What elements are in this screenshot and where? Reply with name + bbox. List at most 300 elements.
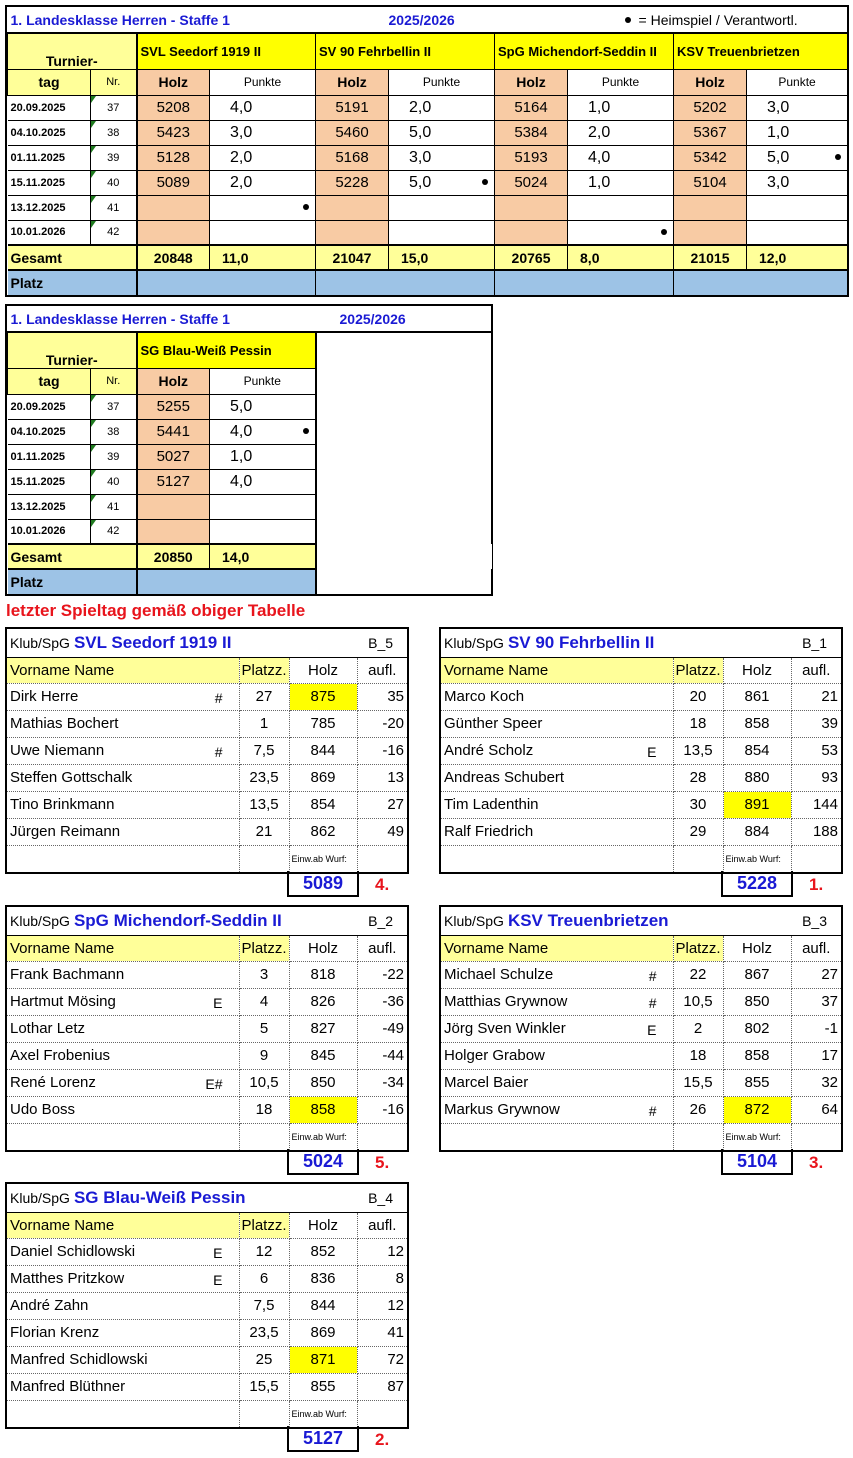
empty-cell <box>316 368 492 394</box>
holz-value <box>674 195 747 220</box>
player-name <box>441 988 673 1015</box>
col-aufl: aufl. <box>357 1212 407 1238</box>
round-nr: 38 <box>91 419 137 444</box>
punkte-value <box>210 220 316 245</box>
col-aufl: aufl. <box>357 657 407 683</box>
player-platzz: 15,5 <box>673 1069 723 1096</box>
holz-value: 5423 <box>137 120 210 145</box>
punkte-value: 2,0 <box>210 145 316 170</box>
col-vorname-name: Vorname Name <box>441 657 673 683</box>
player-name-text: Axel Frobenius <box>10 1047 111 1064</box>
holz-value <box>137 494 210 519</box>
player-name <box>7 818 239 845</box>
platz-value <box>137 569 316 594</box>
player-platzz: 2 <box>673 1015 723 1042</box>
player-holz: 875 <box>289 683 357 710</box>
einw-row <box>441 845 841 872</box>
player-name <box>441 1096 673 1123</box>
player-name-text: Jörg Sven Winkler <box>444 1020 566 1037</box>
player-row <box>441 961 841 988</box>
player-name-text: Matthias Grywnow <box>444 993 568 1010</box>
player-name <box>7 764 239 791</box>
platz-value <box>137 270 316 295</box>
total-punkte: 14,0 <box>210 544 316 569</box>
player-aufl: 37 <box>791 988 841 1015</box>
player-aufl: 188 <box>791 818 841 845</box>
col-holz: Holz <box>289 1212 357 1238</box>
player-row <box>7 1015 407 1042</box>
holz-value: 5441 <box>137 419 210 444</box>
player-name <box>7 1346 239 1373</box>
empty-cell <box>7 1400 239 1427</box>
player-aufl: -1 <box>791 1015 841 1042</box>
player-name <box>441 764 673 791</box>
home-game-bullet-icon <box>303 204 309 210</box>
holz-value: 5191 <box>316 95 389 120</box>
player-row <box>441 764 841 791</box>
player-row <box>441 737 841 764</box>
holz-value: 5208 <box>137 95 210 120</box>
player-name-text: Günther Speer <box>444 715 543 732</box>
player-name <box>441 961 673 988</box>
player-aufl: 49 <box>357 818 407 845</box>
player-platzz: 22 <box>673 961 723 988</box>
turnier-label: Turnier- <box>8 33 137 69</box>
player-aufl: 32 <box>791 1069 841 1096</box>
holz-value: 5202 <box>674 95 747 120</box>
empty-cell <box>239 845 289 872</box>
team-rank: 2. <box>375 1430 390 1449</box>
player-aufl: -36 <box>357 988 407 1015</box>
klub-label: Klub/SpG <box>10 912 70 929</box>
einw-row <box>7 845 407 872</box>
player-row <box>7 1042 407 1069</box>
player-holz: 862 <box>289 818 357 845</box>
holz-value: 5342 <box>674 145 747 170</box>
player-row <box>441 683 841 710</box>
player-holz: 818 <box>289 961 357 988</box>
player-aufl: 64 <box>791 1096 841 1123</box>
season-label: 2025/2026 <box>389 7 568 33</box>
club-name: SpG Michendorf-Seddin II <box>73 910 282 930</box>
punkte-value <box>210 519 316 544</box>
player-mark: E <box>213 1271 223 1288</box>
player-name-text: Marco Koch <box>444 688 525 705</box>
col-platzz: Platzz. <box>239 1212 289 1238</box>
standings-table-main <box>5 5 849 297</box>
holz-value <box>137 519 210 544</box>
nr-label: Nr. <box>91 69 137 95</box>
platz-row <box>8 270 848 295</box>
player-holz: 855 <box>723 1069 791 1096</box>
punkte-value: 1,0 <box>747 120 848 145</box>
holz-header: Holz <box>674 69 747 95</box>
punkte-value: 3,0 <box>747 170 848 195</box>
round-date: 10.01.2026 <box>8 220 91 245</box>
player-name-text: Tino Brinkmann <box>10 796 115 813</box>
player-name-text: Mathias Bochert <box>10 715 119 732</box>
klub-label: Klub/SpG <box>10 634 70 651</box>
player-name <box>7 961 239 988</box>
legend <box>568 7 848 33</box>
player-name <box>7 1096 239 1123</box>
legend-text: = Heimspiel / Verantwortl. <box>638 11 798 28</box>
player-name-text: Jürgen Reimann <box>10 823 121 840</box>
player-platzz: 21 <box>239 818 289 845</box>
team-rank: 5. <box>375 1153 390 1172</box>
player-row <box>441 1042 841 1069</box>
total-punkte: 11,0 <box>210 245 316 270</box>
holz-value <box>316 195 389 220</box>
player-row <box>441 1015 841 1042</box>
col-holz: Holz <box>289 935 357 961</box>
empty-cell <box>316 494 492 519</box>
round-row <box>8 95 848 120</box>
col-platzz: Platzz. <box>239 657 289 683</box>
player-card <box>5 905 409 1152</box>
team-name: SpG Michendorf-Seddin II <box>495 33 674 69</box>
team-rank: 1. <box>809 875 824 894</box>
round-row <box>8 469 492 494</box>
player-platzz: 13,5 <box>673 737 723 764</box>
player-name <box>7 683 239 710</box>
home-game-bullet-icon <box>303 428 309 434</box>
col-vorname-name: Vorname Name <box>7 935 239 961</box>
player-row <box>7 764 407 791</box>
team-total: 5104 <box>721 1149 793 1175</box>
player-row <box>441 791 841 818</box>
club-header <box>441 907 791 935</box>
player-row <box>7 710 407 737</box>
player-platzz: 12 <box>239 1238 289 1265</box>
round-nr: 39 <box>91 145 137 170</box>
club-code: B_3 <box>791 907 841 935</box>
round-row <box>8 145 848 170</box>
player-name <box>7 1373 239 1400</box>
holz-value: 5089 <box>137 170 210 195</box>
empty-cell <box>239 1123 289 1150</box>
holz-header: Holz <box>495 69 568 95</box>
player-name-text: Matthes Pritzkow <box>10 1270 125 1287</box>
player-platzz: 4 <box>239 988 289 1015</box>
round-date: 20.09.2025 <box>8 394 91 419</box>
holz-value <box>674 220 747 245</box>
player-name <box>441 737 673 764</box>
empty-cell <box>316 332 492 368</box>
team-name: SG Blau-Weiß Pessin <box>137 332 316 368</box>
punkte-value: 2,0 <box>210 170 316 195</box>
holz-value: 5024 <box>495 170 568 195</box>
punkte-header: Punkte <box>389 69 495 95</box>
player-row <box>441 818 841 845</box>
empty-cell <box>7 1123 239 1150</box>
player-name <box>7 988 239 1015</box>
round-row <box>8 120 848 145</box>
nr-label: Nr. <box>91 368 137 394</box>
player-row <box>7 1292 407 1319</box>
player-platzz: 5 <box>239 1015 289 1042</box>
punkte-value <box>210 494 316 519</box>
holz-header: Holz <box>137 368 210 394</box>
player-aufl: 53 <box>791 737 841 764</box>
player-name-text: Manfred Blüthner <box>10 1378 126 1395</box>
col-vorname-name: Vorname Name <box>7 657 239 683</box>
player-row <box>7 1096 407 1123</box>
round-row <box>8 394 492 419</box>
team-total: 5024 <box>287 1149 359 1175</box>
round-date: 10.01.2026 <box>8 519 91 544</box>
round-date: 01.11.2025 <box>8 444 91 469</box>
player-row <box>7 1265 407 1292</box>
player-name-text: Daniel Schidlowski <box>10 1243 136 1260</box>
team-total: 5228 <box>721 871 793 897</box>
player-platzz: 9 <box>239 1042 289 1069</box>
total-punkte: 12,0 <box>747 245 848 270</box>
col-aufl: aufl. <box>357 935 407 961</box>
player-aufl: -16 <box>357 1096 407 1123</box>
punkte-value: 4,0 <box>210 95 316 120</box>
punkte-value: 1,0 <box>568 95 674 120</box>
player-aufl: -34 <box>357 1069 407 1096</box>
empty-cell <box>357 1400 407 1427</box>
player-name <box>441 791 673 818</box>
empty-cell <box>316 419 492 444</box>
team-rank: 3. <box>809 1153 824 1172</box>
player-mark: # <box>648 994 657 1011</box>
round-nr: 42 <box>91 220 137 245</box>
round-row <box>8 494 492 519</box>
club-header <box>7 629 357 657</box>
player-holz: 785 <box>289 710 357 737</box>
player-platzz: 13,5 <box>239 791 289 818</box>
player-aufl: 144 <box>791 791 841 818</box>
holz-value: 5193 <box>495 145 568 170</box>
round-nr: 41 <box>91 494 137 519</box>
punkte-value: 3,0 <box>389 145 495 170</box>
punkte-header: Punkte <box>568 69 674 95</box>
team-rank: 4. <box>375 875 390 894</box>
punkte-header: Punkte <box>747 69 848 95</box>
player-name-text: Hartmut Mösing <box>10 993 116 1010</box>
player-holz: 858 <box>723 1042 791 1069</box>
player-name-text: Uwe Niemann <box>10 742 105 759</box>
player-aufl: -16 <box>357 737 407 764</box>
player-name-text: Michael Schulze <box>444 966 554 983</box>
player-aufl: 12 <box>357 1292 407 1319</box>
player-mark: # <box>214 689 223 706</box>
player-holz: 850 <box>723 988 791 1015</box>
col-holz: Holz <box>289 657 357 683</box>
player-mark: E <box>647 1021 657 1038</box>
gesamt-label: Gesamt <box>8 544 137 569</box>
total-row <box>8 544 492 569</box>
player-card <box>439 905 843 1152</box>
player-holz: 852 <box>289 1238 357 1265</box>
player-holz: 880 <box>723 764 791 791</box>
player-aufl: 87 <box>357 1373 407 1400</box>
einw-row <box>7 1400 407 1427</box>
player-card <box>439 627 843 874</box>
player-platzz: 28 <box>673 764 723 791</box>
team-total: 5089 <box>287 871 359 897</box>
holz-header: Holz <box>137 69 210 95</box>
player-aufl: 21 <box>791 683 841 710</box>
holz-value: 5164 <box>495 95 568 120</box>
home-game-bullet-icon <box>835 154 841 160</box>
player-holz: 858 <box>289 1096 357 1123</box>
player-aufl: 27 <box>791 961 841 988</box>
punkte-value: 5,0 <box>389 120 495 145</box>
player-name-text: Marcel Baier <box>444 1074 529 1091</box>
club-header <box>7 907 357 935</box>
player-row <box>7 1346 407 1373</box>
punkte-value: 3,0 <box>747 95 848 120</box>
player-row <box>7 818 407 845</box>
club-code: B_1 <box>791 629 841 657</box>
empty-cell <box>441 1123 673 1150</box>
einw-label: Einw.ab Wurf: <box>289 1400 357 1427</box>
player-name <box>7 710 239 737</box>
club-name: SG Blau-Weiß Pessin <box>73 1187 246 1207</box>
player-aufl: 72 <box>357 1346 407 1373</box>
tag-label: tag <box>8 69 91 95</box>
round-row <box>8 519 492 544</box>
player-platzz: 10,5 <box>673 988 723 1015</box>
col-platzz: Platzz. <box>673 935 723 961</box>
player-name-text: Manfred Schidlowski <box>10 1351 148 1368</box>
round-date: 01.11.2025 <box>8 145 91 170</box>
player-name-text: René Lorenz <box>10 1074 96 1091</box>
player-platzz: 18 <box>673 1042 723 1069</box>
total-holz: 20765 <box>495 245 568 270</box>
player-platzz: 7,5 <box>239 1292 289 1319</box>
round-date: 15.11.2025 <box>8 469 91 494</box>
turnier-label: Turnier- <box>8 332 137 368</box>
gesamt-label: Gesamt <box>8 245 137 270</box>
player-holz: 872 <box>723 1096 791 1123</box>
klub-label: Klub/SpG <box>444 912 504 929</box>
player-name <box>7 737 239 764</box>
punkte-value: 3,0 <box>210 120 316 145</box>
player-platzz: 23,5 <box>239 764 289 791</box>
round-date: 04.10.2025 <box>8 120 91 145</box>
home-game-bullet-icon <box>661 229 667 235</box>
holz-value: 5104 <box>674 170 747 195</box>
player-holz: 884 <box>723 818 791 845</box>
round-row <box>8 220 848 245</box>
player-holz: 854 <box>289 791 357 818</box>
player-holz: 869 <box>289 764 357 791</box>
empty-cell <box>441 845 673 872</box>
league-title: 1. Landesklasse Herren - Staffe 1 <box>8 7 389 33</box>
round-nr: 40 <box>91 170 137 195</box>
player-row <box>7 1373 407 1400</box>
empty-cell <box>791 1123 841 1150</box>
holz-value: 5255 <box>137 394 210 419</box>
empty-cell <box>791 845 841 872</box>
round-date: 04.10.2025 <box>8 419 91 444</box>
round-nr: 39 <box>91 444 137 469</box>
player-name-text: Steffen Gottschalk <box>10 769 133 786</box>
col-vorname-name: Vorname Name <box>441 935 673 961</box>
platz-value <box>674 270 848 295</box>
club-name: KSV Treuenbrietzen <box>507 910 669 930</box>
standings-table-pessin <box>5 304 493 596</box>
player-mark: E# <box>205 1075 223 1092</box>
player-aufl: -49 <box>357 1015 407 1042</box>
club-code: B_2 <box>357 907 407 935</box>
empty-cell <box>357 845 407 872</box>
punkte-value: 1,0 <box>568 170 674 195</box>
round-date: 20.09.2025 <box>8 95 91 120</box>
player-name <box>7 1265 239 1292</box>
round-date: 15.11.2025 <box>8 170 91 195</box>
player-holz: 802 <box>723 1015 791 1042</box>
col-aufl: aufl. <box>791 935 841 961</box>
holz-value: 5168 <box>316 145 389 170</box>
player-mark: E <box>213 994 223 1011</box>
player-name-text: Andreas Schubert <box>444 769 565 786</box>
empty-cell <box>316 519 492 544</box>
player-row <box>441 1069 841 1096</box>
holz-value <box>137 195 210 220</box>
player-name <box>441 683 673 710</box>
punkte-value <box>389 195 495 220</box>
player-name-text: André Scholz <box>444 742 534 759</box>
punkte-value: 4,0 <box>210 419 316 444</box>
total-holz: 20850 <box>137 544 210 569</box>
holz-value <box>495 220 568 245</box>
player-name-text: Florian Krenz <box>10 1324 100 1341</box>
holz-value <box>495 195 568 220</box>
col-platzz: Platzz. <box>239 935 289 961</box>
empty-cell <box>673 845 723 872</box>
team-total: 5127 <box>287 1426 359 1452</box>
holz-value: 5027 <box>137 444 210 469</box>
player-platzz: 20 <box>673 683 723 710</box>
einw-label: Einw.ab Wurf: <box>723 845 791 872</box>
player-name-text: André Zahn <box>10 1297 89 1314</box>
player-row <box>7 961 407 988</box>
club-header <box>441 629 791 657</box>
player-platzz: 18 <box>673 710 723 737</box>
punkte-value: 5,0 <box>210 394 316 419</box>
empty-cell <box>316 544 492 569</box>
player-holz: 844 <box>289 1292 357 1319</box>
player-name <box>7 1015 239 1042</box>
player-row <box>7 988 407 1015</box>
holz-value: 5384 <box>495 120 568 145</box>
player-aufl: 13 <box>357 764 407 791</box>
empty-cell <box>239 1400 289 1427</box>
punkte-value <box>210 195 316 220</box>
player-row <box>7 1319 407 1346</box>
player-mark: E <box>647 743 657 760</box>
player-aufl: 8 <box>357 1265 407 1292</box>
player-platzz: 3 <box>239 961 289 988</box>
player-name <box>7 791 239 818</box>
team-name: SVL Seedorf 1919 II <box>137 33 316 69</box>
player-name-text: Dirk Herre <box>10 688 79 705</box>
punkte-value: 2,0 <box>389 95 495 120</box>
player-platzz: 6 <box>239 1265 289 1292</box>
player-row <box>7 737 407 764</box>
player-name-text: Udo Boss <box>10 1101 76 1118</box>
holz-header: Holz <box>316 69 389 95</box>
punkte-value <box>568 195 674 220</box>
holz-value: 5228 <box>316 170 389 195</box>
player-card <box>5 627 409 874</box>
